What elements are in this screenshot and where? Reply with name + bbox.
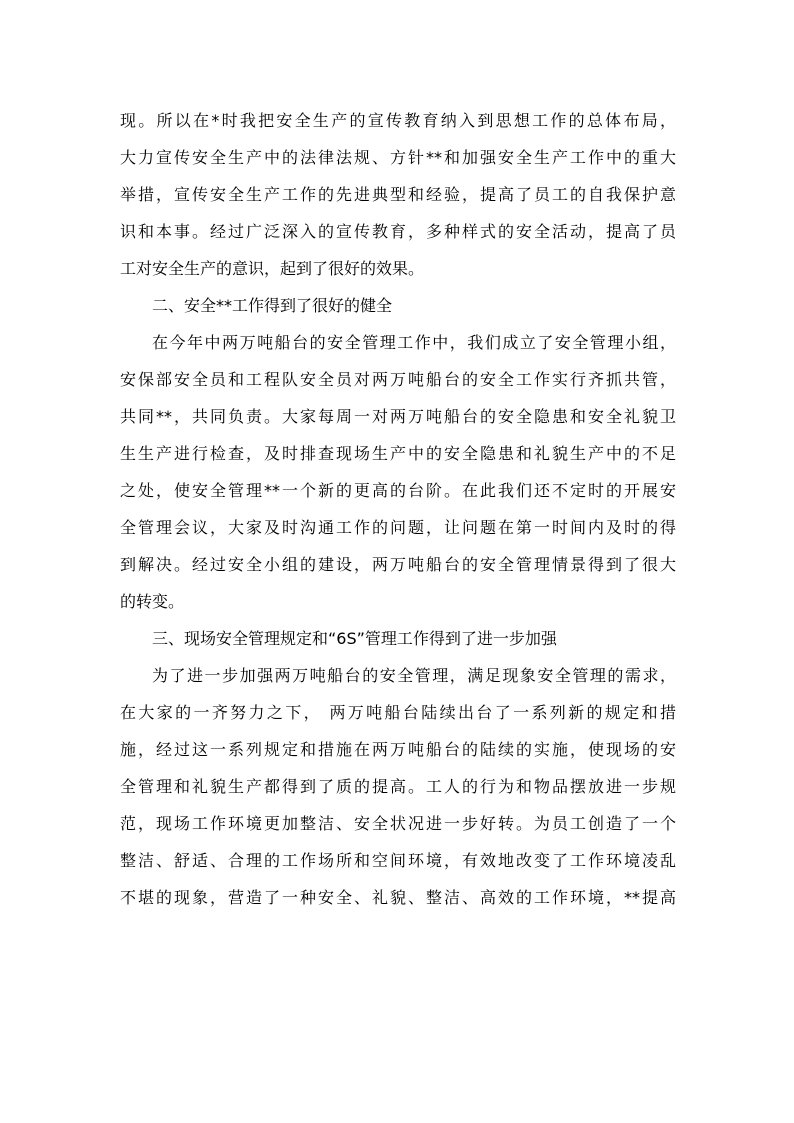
- text-line: 现。所以在*时我把安全生产的宣传教育纳入到思想工作的总体布局，: [120, 111, 676, 130]
- text-line: 不堪的现象，营造了一种安全、礼貌、整洁、高效的工作环境，**提高: [120, 888, 676, 907]
- text-line: 整洁、舒适、合理的工作场所和空间环境，有效地改变了工作环境凌乱: [120, 851, 676, 870]
- text-line: 安保部安全员和工程队安全员对两万吨船台的安全工作实行齐抓共管，: [120, 370, 676, 389]
- text-line: 的转变。: [120, 592, 185, 611]
- text-line: 全管理和礼貌生产都得到了质的提高。工人的行为和物品摆放进一步规: [120, 777, 676, 796]
- text-line: 之处，使安全管理**一个新的更高的台阶。在此我们还不定时的开展安: [120, 481, 676, 500]
- text-line: 工对安全生产的意识，起到了很好的效果。: [120, 259, 425, 278]
- text-line: 为了进一步加强两万吨船台的安全管理，满足现象安全管理的需求，: [152, 666, 676, 685]
- text-line: 在大家的一齐努力之下， 两万吨船台陆续出台了一系列新的规定和措: [120, 703, 676, 722]
- section-heading: 三、现场安全管理规定和“6S”管理工作得到了进一步加强: [152, 629, 557, 648]
- section-heading: 二、安全**工作得到了很好的健全: [152, 296, 393, 315]
- text-line: 到解决。经过安全小组的建设，两万吨船台的安全管理情景得到了很大: [120, 555, 676, 574]
- text-line: 施，经过这一系列规定和措施在两万吨船台的陆续的实施，使现场的安: [120, 740, 676, 759]
- text-line: 全管理会议，大家及时沟通工作的问题，让问题在第一时间内及时的得: [120, 518, 676, 537]
- text-line: 举措，宣传安全生产工作的先进典型和经验，提高了员工的自我保护意: [120, 185, 676, 204]
- text-line: 识和本事。经过广泛深入的宣传教育，多种样式的安全活动，提高了员: [120, 222, 676, 241]
- text-line: 范，现场工作环境更加整洁、安全状况进一步好转。为员工创造了一个: [120, 814, 676, 833]
- document-body: [120, 102, 676, 916]
- text-line: 共同**，共同负责。大家每周一对两万吨船台的安全隐患和安全礼貌卫: [120, 407, 676, 426]
- text-line: 在今年中两万吨船台的安全管理工作中，我们成立了安全管理小组，: [152, 333, 676, 352]
- text-line: 大力宣传安全生产中的法律法规、方针**和加强安全生产工作中的重大: [120, 148, 676, 167]
- text-line: 生生产进行检查，及时排查现场生产中的安全隐患和礼貌生产中的不足: [120, 444, 676, 463]
